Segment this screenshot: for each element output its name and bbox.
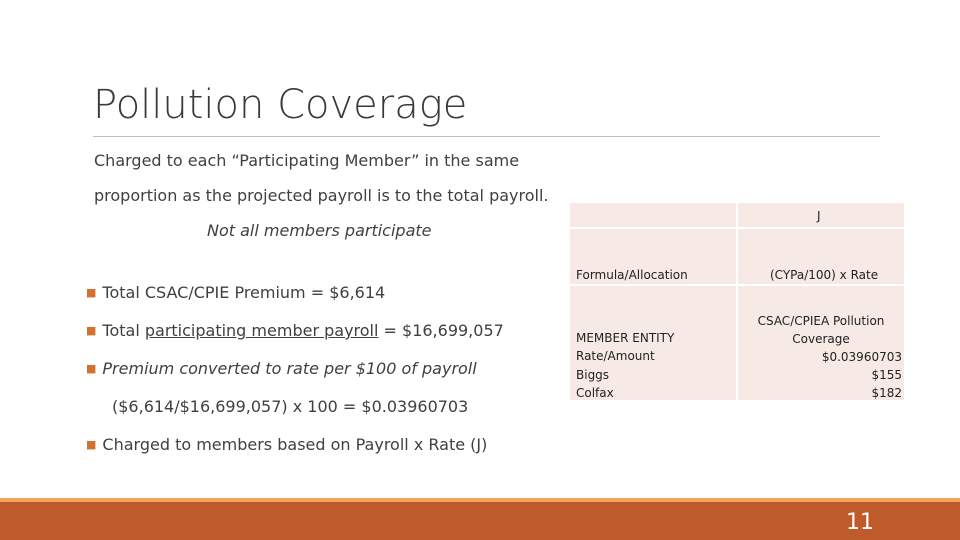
bullet-text: Charged to members based on Payroll x Rate (J) <box>102 435 488 454</box>
rate-value: $0.03960703 <box>821 350 902 364</box>
bullet-text-suffix: = $16,699,057 <box>378 321 504 340</box>
table-row-members-label <box>570 286 736 400</box>
member-entity-label: MEMBER ENTITY <box>576 331 675 345</box>
page-number: 11 <box>846 510 874 535</box>
bullet-marker-icon: ■ <box>86 286 97 299</box>
bullet-marker-icon: ■ <box>86 362 97 375</box>
bullet-text-prefix: Total <box>102 321 145 340</box>
bullet-marker-icon: ■ <box>86 324 97 337</box>
table-header-cell-1 <box>570 203 736 227</box>
bullet-charged-members <box>86 435 487 454</box>
formula-allocation-label: Formula/Allocation <box>576 268 688 282</box>
bullet-total-payroll <box>86 321 504 340</box>
rate-amount-label: Rate/Amount <box>576 349 655 363</box>
table-row-members-values <box>738 286 904 400</box>
bullet-text: Premium converted to rate per $100 of payroll <box>102 359 477 378</box>
bullet-marker-icon: ■ <box>86 438 97 451</box>
member-biggs: Biggs <box>576 368 610 382</box>
pollution-coverage-header-2: Coverage <box>792 332 850 346</box>
bullet-text: Total CSAC/CPIE Premium = $6,614 <box>102 283 386 302</box>
colfax-amount: $182 <box>871 386 902 400</box>
member-colfax: Colfax <box>576 386 614 400</box>
slide-title: Pollution Coverage <box>93 82 468 128</box>
allocation-table <box>570 203 904 400</box>
rate-calculation: ($6,614/$16,699,057) x 100 = $0.03960703 <box>112 397 469 416</box>
footer-bar <box>0 502 960 540</box>
bullet-rate-conversion <box>86 359 477 378</box>
pollution-coverage-header-1: CSAC/CPIEA Pollution <box>757 314 885 328</box>
intro-line-1: Charged to each “Participating Member” in the same <box>94 151 520 170</box>
bullet-text-underlined: participating member payroll <box>144 321 379 340</box>
header-j-label: J <box>817 209 821 223</box>
title-divider <box>93 136 880 137</box>
table-header-cell-2 <box>738 203 904 227</box>
formula-value: (CYPa/100) x Rate <box>770 268 879 282</box>
biggs-amount: $155 <box>871 368 902 382</box>
bullet-total-premium <box>86 283 385 302</box>
intro-line-2: proportion as the projected payroll is to the total payroll. <box>94 186 549 205</box>
participation-note: Not all members participate <box>207 221 432 240</box>
